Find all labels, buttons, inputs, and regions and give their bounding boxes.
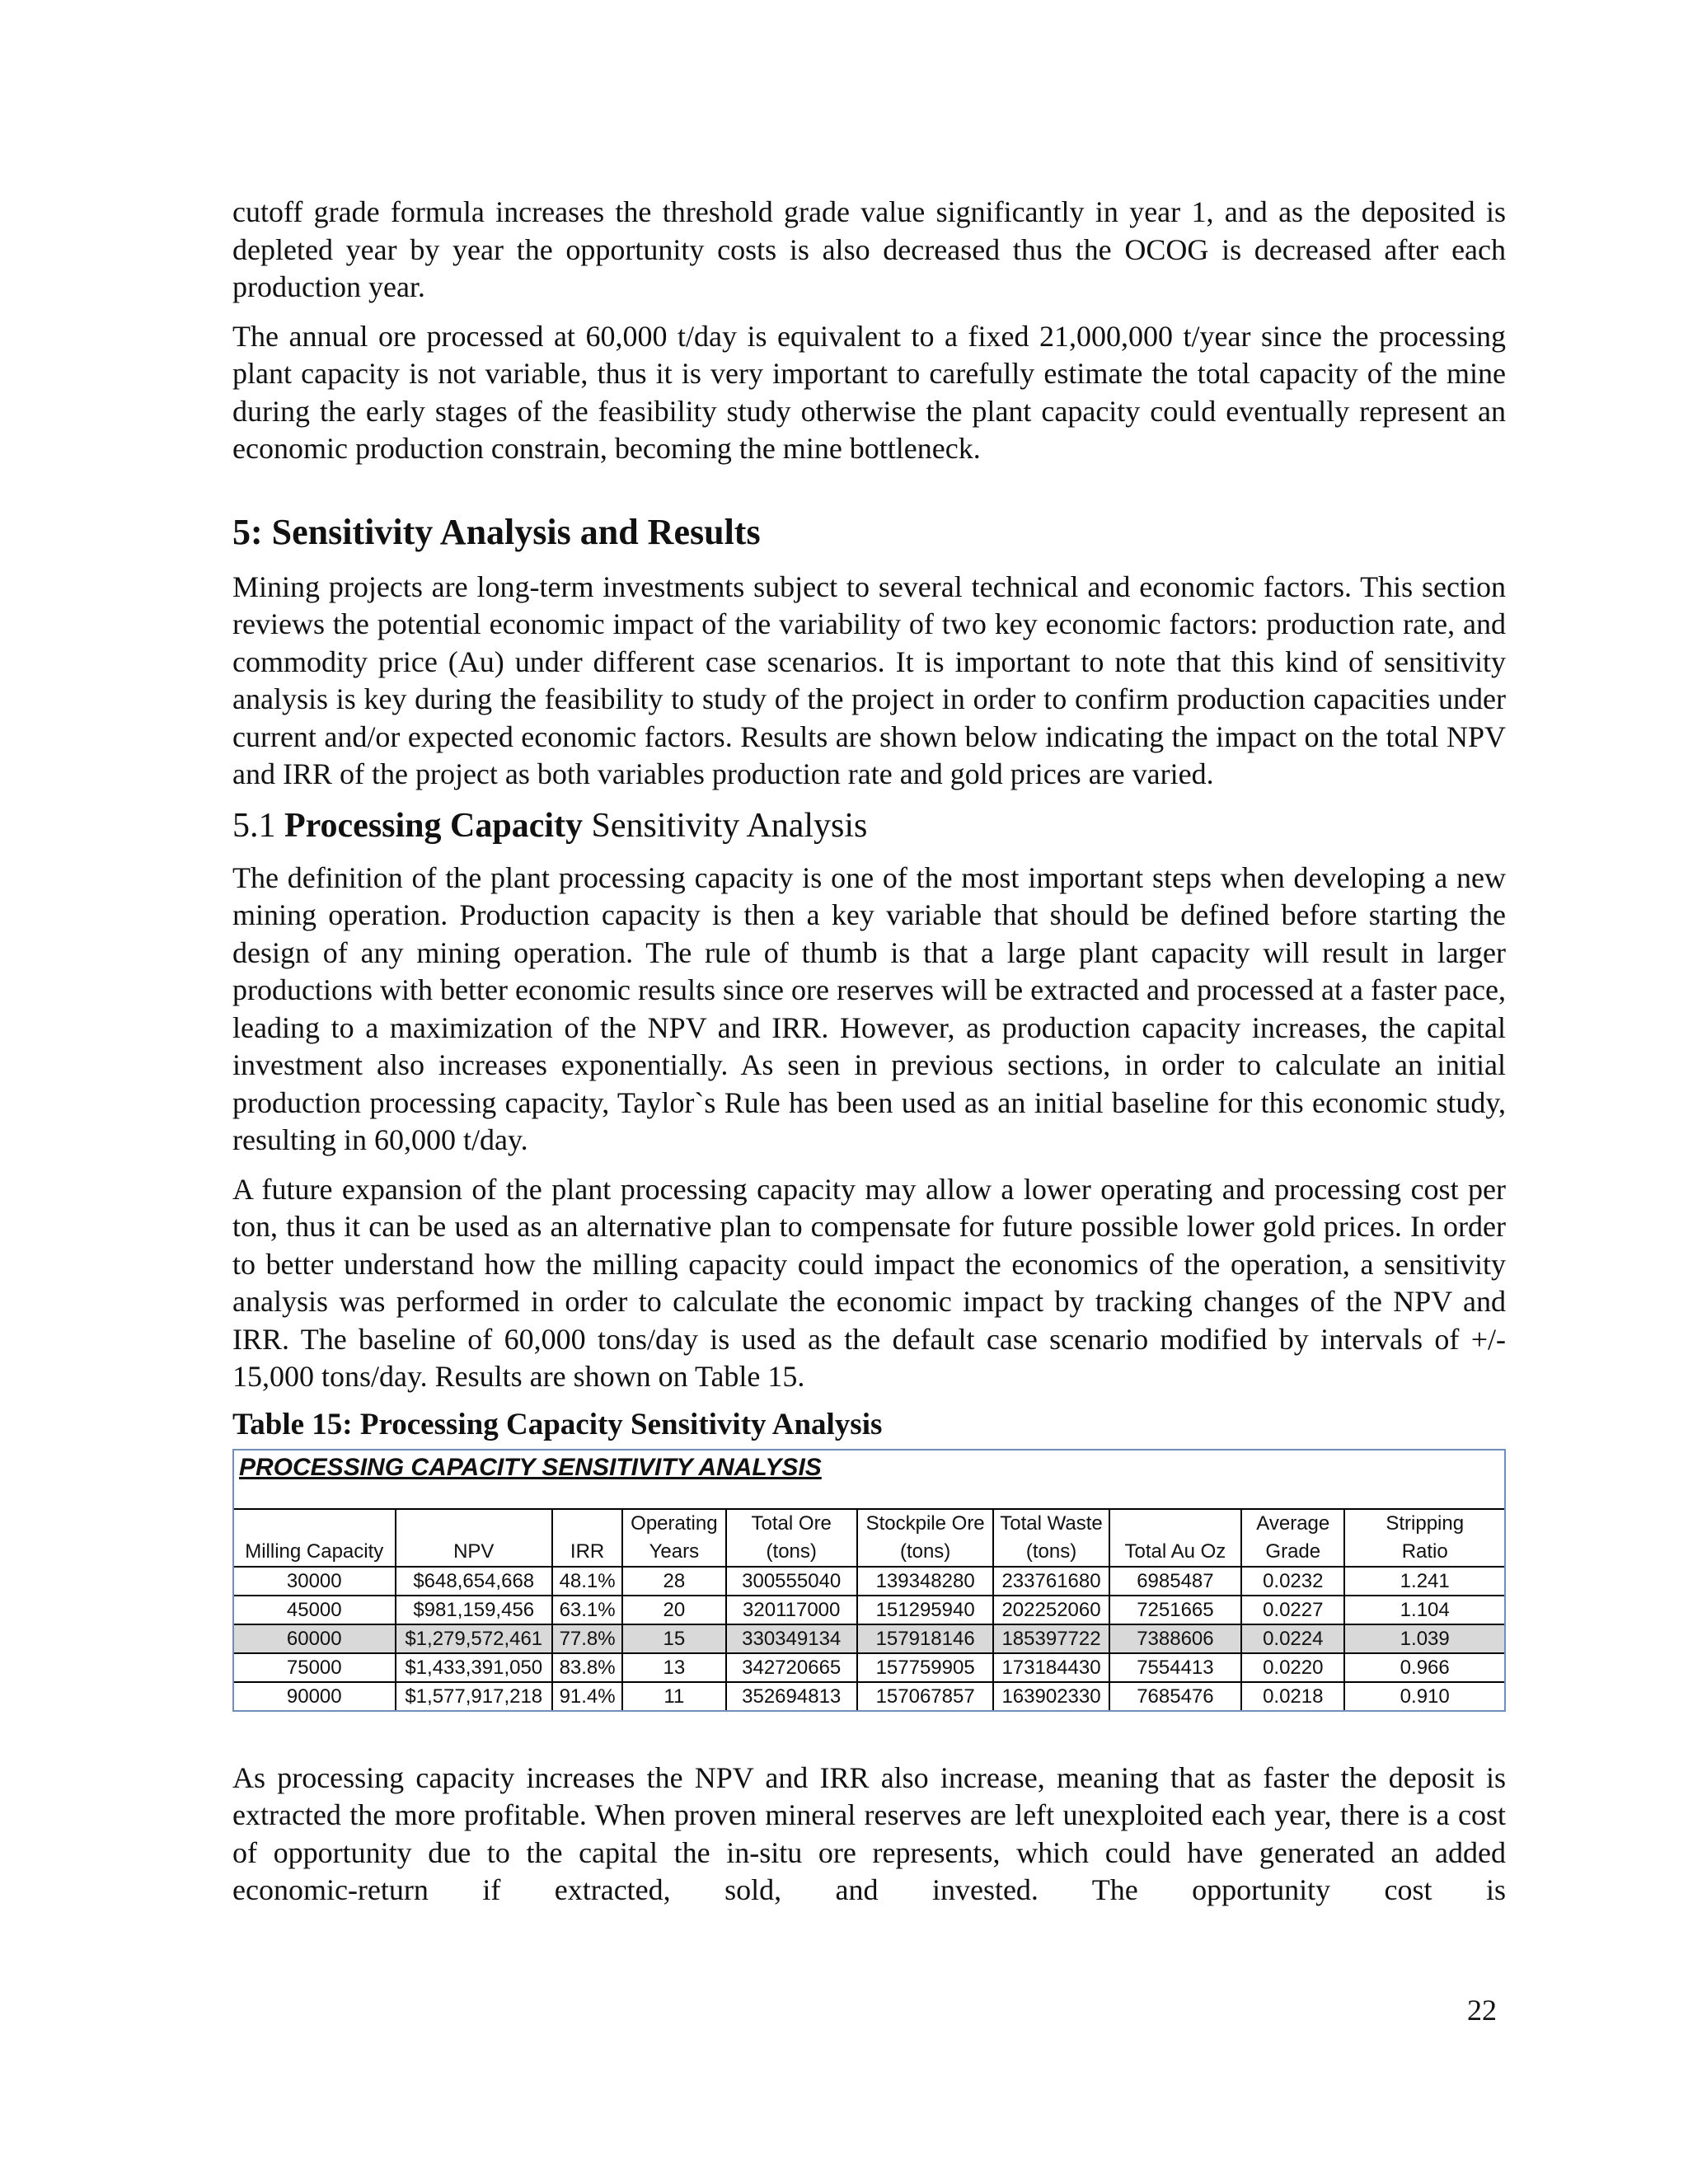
subsection-bold: Processing Capacity — [284, 806, 584, 845]
cell-total-ore: 300555040 — [726, 1567, 857, 1596]
table-row — [234, 1567, 1504, 1596]
cell-stripping-ratio: 1.039 — [1344, 1624, 1504, 1653]
cell-milling-capacity: 60000 — [234, 1624, 396, 1653]
cell-average-grade: 0.0224 — [1241, 1624, 1344, 1653]
intro-paragraph-2: The annual ore processed at 60,000 t/day is equivalent to a fixed 21,000,000 t/year since the processing plant capacity is not variable, thus it is very important to carefully estimate the total capacity of the mine during the early stages of the feasibility study otherwise the plant capacity could eventually represent an economic production constrain, becoming the mine bottleneck. — [232, 319, 1506, 465]
cell-npv: $1,433,391,050 — [396, 1653, 552, 1682]
cell-stripping-ratio: 0.966 — [1344, 1653, 1504, 1682]
table-row — [234, 1653, 1504, 1682]
cell-milling-capacity: 90000 — [234, 1682, 396, 1710]
page-number: 22 — [1467, 1994, 1497, 2027]
subsection-heading — [232, 805, 1506, 846]
cell-total-au-oz: 7388606 — [1109, 1624, 1241, 1653]
cell-milling-capacity: 30000 — [234, 1567, 396, 1596]
subsection-number: 5.1 — [232, 806, 276, 845]
cell-stripping-ratio: 1.241 — [1344, 1567, 1504, 1596]
cell-stockpile-ore: 139348280 — [857, 1567, 993, 1596]
header-total-ore: Total Ore (tons) — [726, 1510, 857, 1567]
cell-stockpile-ore: 157067857 — [857, 1682, 993, 1710]
cell-operating-years: 15 — [622, 1624, 725, 1653]
header-stockpile-ore: Stockpile Ore (tons) — [857, 1510, 993, 1567]
table-header-row — [234, 1510, 1504, 1567]
cell-total-waste: 185397722 — [993, 1624, 1109, 1653]
cell-total-au-oz: 7685476 — [1109, 1682, 1241, 1710]
cell-total-waste: 202252060 — [993, 1596, 1109, 1624]
cell-milling-capacity: 75000 — [234, 1653, 396, 1682]
cell-average-grade: 0.0218 — [1241, 1682, 1344, 1710]
header-average-grade: Average Grade — [1241, 1510, 1344, 1567]
table-row — [234, 1682, 1504, 1710]
section-paragraph: Mining projects are long-term investments subject to several technical and economic factors. This section reviews the potential economic impact of the variability of two key economic factors: production rate, and commodity price (Au) under different case scenarios. It is important to note that this kind of sensitivity analysis is key during the feasibility to study of the project in order to confirm production capacities under current and/or expected economic factors. Results are shown below indicating the impact on the total NPV and IRR of the project as both variables production rate and gold prices are varied. — [232, 569, 1506, 790]
table-row — [234, 1596, 1504, 1624]
cell-stockpile-ore: 157918146 — [857, 1624, 993, 1653]
header-npv: NPV — [396, 1510, 552, 1567]
cell-irr: 77.8% — [552, 1624, 622, 1653]
cell-npv: $1,577,917,218 — [396, 1682, 552, 1710]
cell-stripping-ratio: 1.104 — [1344, 1596, 1504, 1624]
table-title: PROCESSING CAPACITY SENSITIVITY ANALYSIS — [234, 1451, 1504, 1510]
subsection-rest: Sensitivity Analysis — [591, 806, 868, 845]
table-row-baseline — [234, 1624, 1504, 1653]
cell-irr: 63.1% — [552, 1596, 622, 1624]
cell-average-grade: 0.0227 — [1241, 1596, 1344, 1624]
sensitivity-table — [234, 1510, 1504, 1710]
cell-total-au-oz: 6985487 — [1109, 1567, 1241, 1596]
cell-total-ore: 330349134 — [726, 1624, 857, 1653]
header-stripping-ratio: Stripping Ratio — [1386, 1511, 1465, 1563]
table-caption: Table 15: Processing Capacity Sensitivity Analysis — [232, 1407, 883, 1441]
cell-total-au-oz: 7554413 — [1109, 1653, 1241, 1682]
cell-total-waste: 163902330 — [993, 1682, 1109, 1710]
cell-total-ore: 320117000 — [726, 1596, 857, 1624]
cell-irr: 91.4% — [552, 1682, 622, 1710]
cell-npv: $981,159,456 — [396, 1596, 552, 1624]
cell-average-grade: 0.0232 — [1241, 1567, 1344, 1596]
cell-npv: $648,654,668 — [396, 1567, 552, 1596]
closing-paragraph: As processing capacity increases the NPV and IRR also increase, meaning that as faster the deposit is extracted the more profitable. When proven mineral reserves are left unexploited each year, there is a cost of opportunity due to the capital the in-situ ore represents, which could have generated an added economic-return if extracted, sold, and invested. The opportunity cost is — [232, 1760, 1506, 1906]
cell-npv: $1,279,572,461 — [396, 1624, 552, 1653]
cell-operating-years: 20 — [622, 1596, 725, 1624]
cell-stockpile-ore: 157759905 — [857, 1653, 993, 1682]
header-total-au-oz: Total Au Oz — [1109, 1510, 1241, 1567]
subsection-paragraph-1: The definition of the plant processing capacity is one of the most important steps when developing a new mining operation. Production capacity is then a key variable that should be defined before starting the design of any mining operation. The rule of thumb is that a large plant capacity will result in larger productions with better economic results since ore reserves will be extracted and processed at a faster pace, leading to a maximization of the NPV and IRR. However, as production capacity increases, the capital investment also increases exponentially. As seen in previous sections, in order to calculate an initial production processing capacity, Taylor`s Rule has been used as an initial baseline for this economic study, resulting in 60,000 t/day. — [232, 860, 1506, 1156]
cell-stripping-ratio: 0.910 — [1344, 1682, 1504, 1710]
cell-total-waste: 233761680 — [993, 1567, 1109, 1596]
header-operating-years: Operating Years — [622, 1510, 725, 1567]
subsection-paragraph-2: A future expansion of the plant processing capacity may allow a lower operating and processing cost per ton, thus it can be used as an alternative plan to compensate for future possible lower gold prices. In order to better understand how the milling capacity could impact the economics of the operation, a sensitivity analysis was performed in order to calculate the economic impact by tracking changes of the NPV and IRR. The baseline of 60,000 tons/day is used as the default case scenario modified by intervals of +/- 15,000 tons/day. Results are shown on Table 15. — [232, 1172, 1506, 1393]
cell-total-au-oz: 7251665 — [1109, 1596, 1241, 1624]
cell-total-waste: 173184430 — [993, 1653, 1109, 1682]
intro-paragraph-1: cutoff grade formula increases the threshold grade value significantly in year 1, and as the deposited is depleted year by year the opportunity costs is also decreased thus the OCOG is decreased after each production year. — [232, 195, 1506, 303]
header-total-waste: Total Waste (tons) — [993, 1510, 1109, 1567]
cell-stockpile-ore: 151295940 — [857, 1596, 993, 1624]
cell-operating-years: 13 — [622, 1653, 725, 1682]
header-irr: IRR — [552, 1510, 622, 1567]
cell-operating-years: 28 — [622, 1567, 725, 1596]
cell-average-grade: 0.0220 — [1241, 1653, 1344, 1682]
cell-milling-capacity: 45000 — [234, 1596, 396, 1624]
cell-operating-years: 11 — [622, 1682, 725, 1710]
cell-total-ore: 342720665 — [726, 1653, 857, 1682]
cell-irr: 48.1% — [552, 1567, 622, 1596]
cell-total-ore: 352694813 — [726, 1682, 857, 1710]
sensitivity-table-box — [232, 1449, 1506, 1712]
cell-irr: 83.8% — [552, 1653, 622, 1682]
page-content — [232, 194, 1506, 1921]
section-heading: 5: Sensitivity Analysis and Results — [232, 511, 761, 552]
header-milling-capacity: Milling Capacity — [234, 1510, 396, 1567]
